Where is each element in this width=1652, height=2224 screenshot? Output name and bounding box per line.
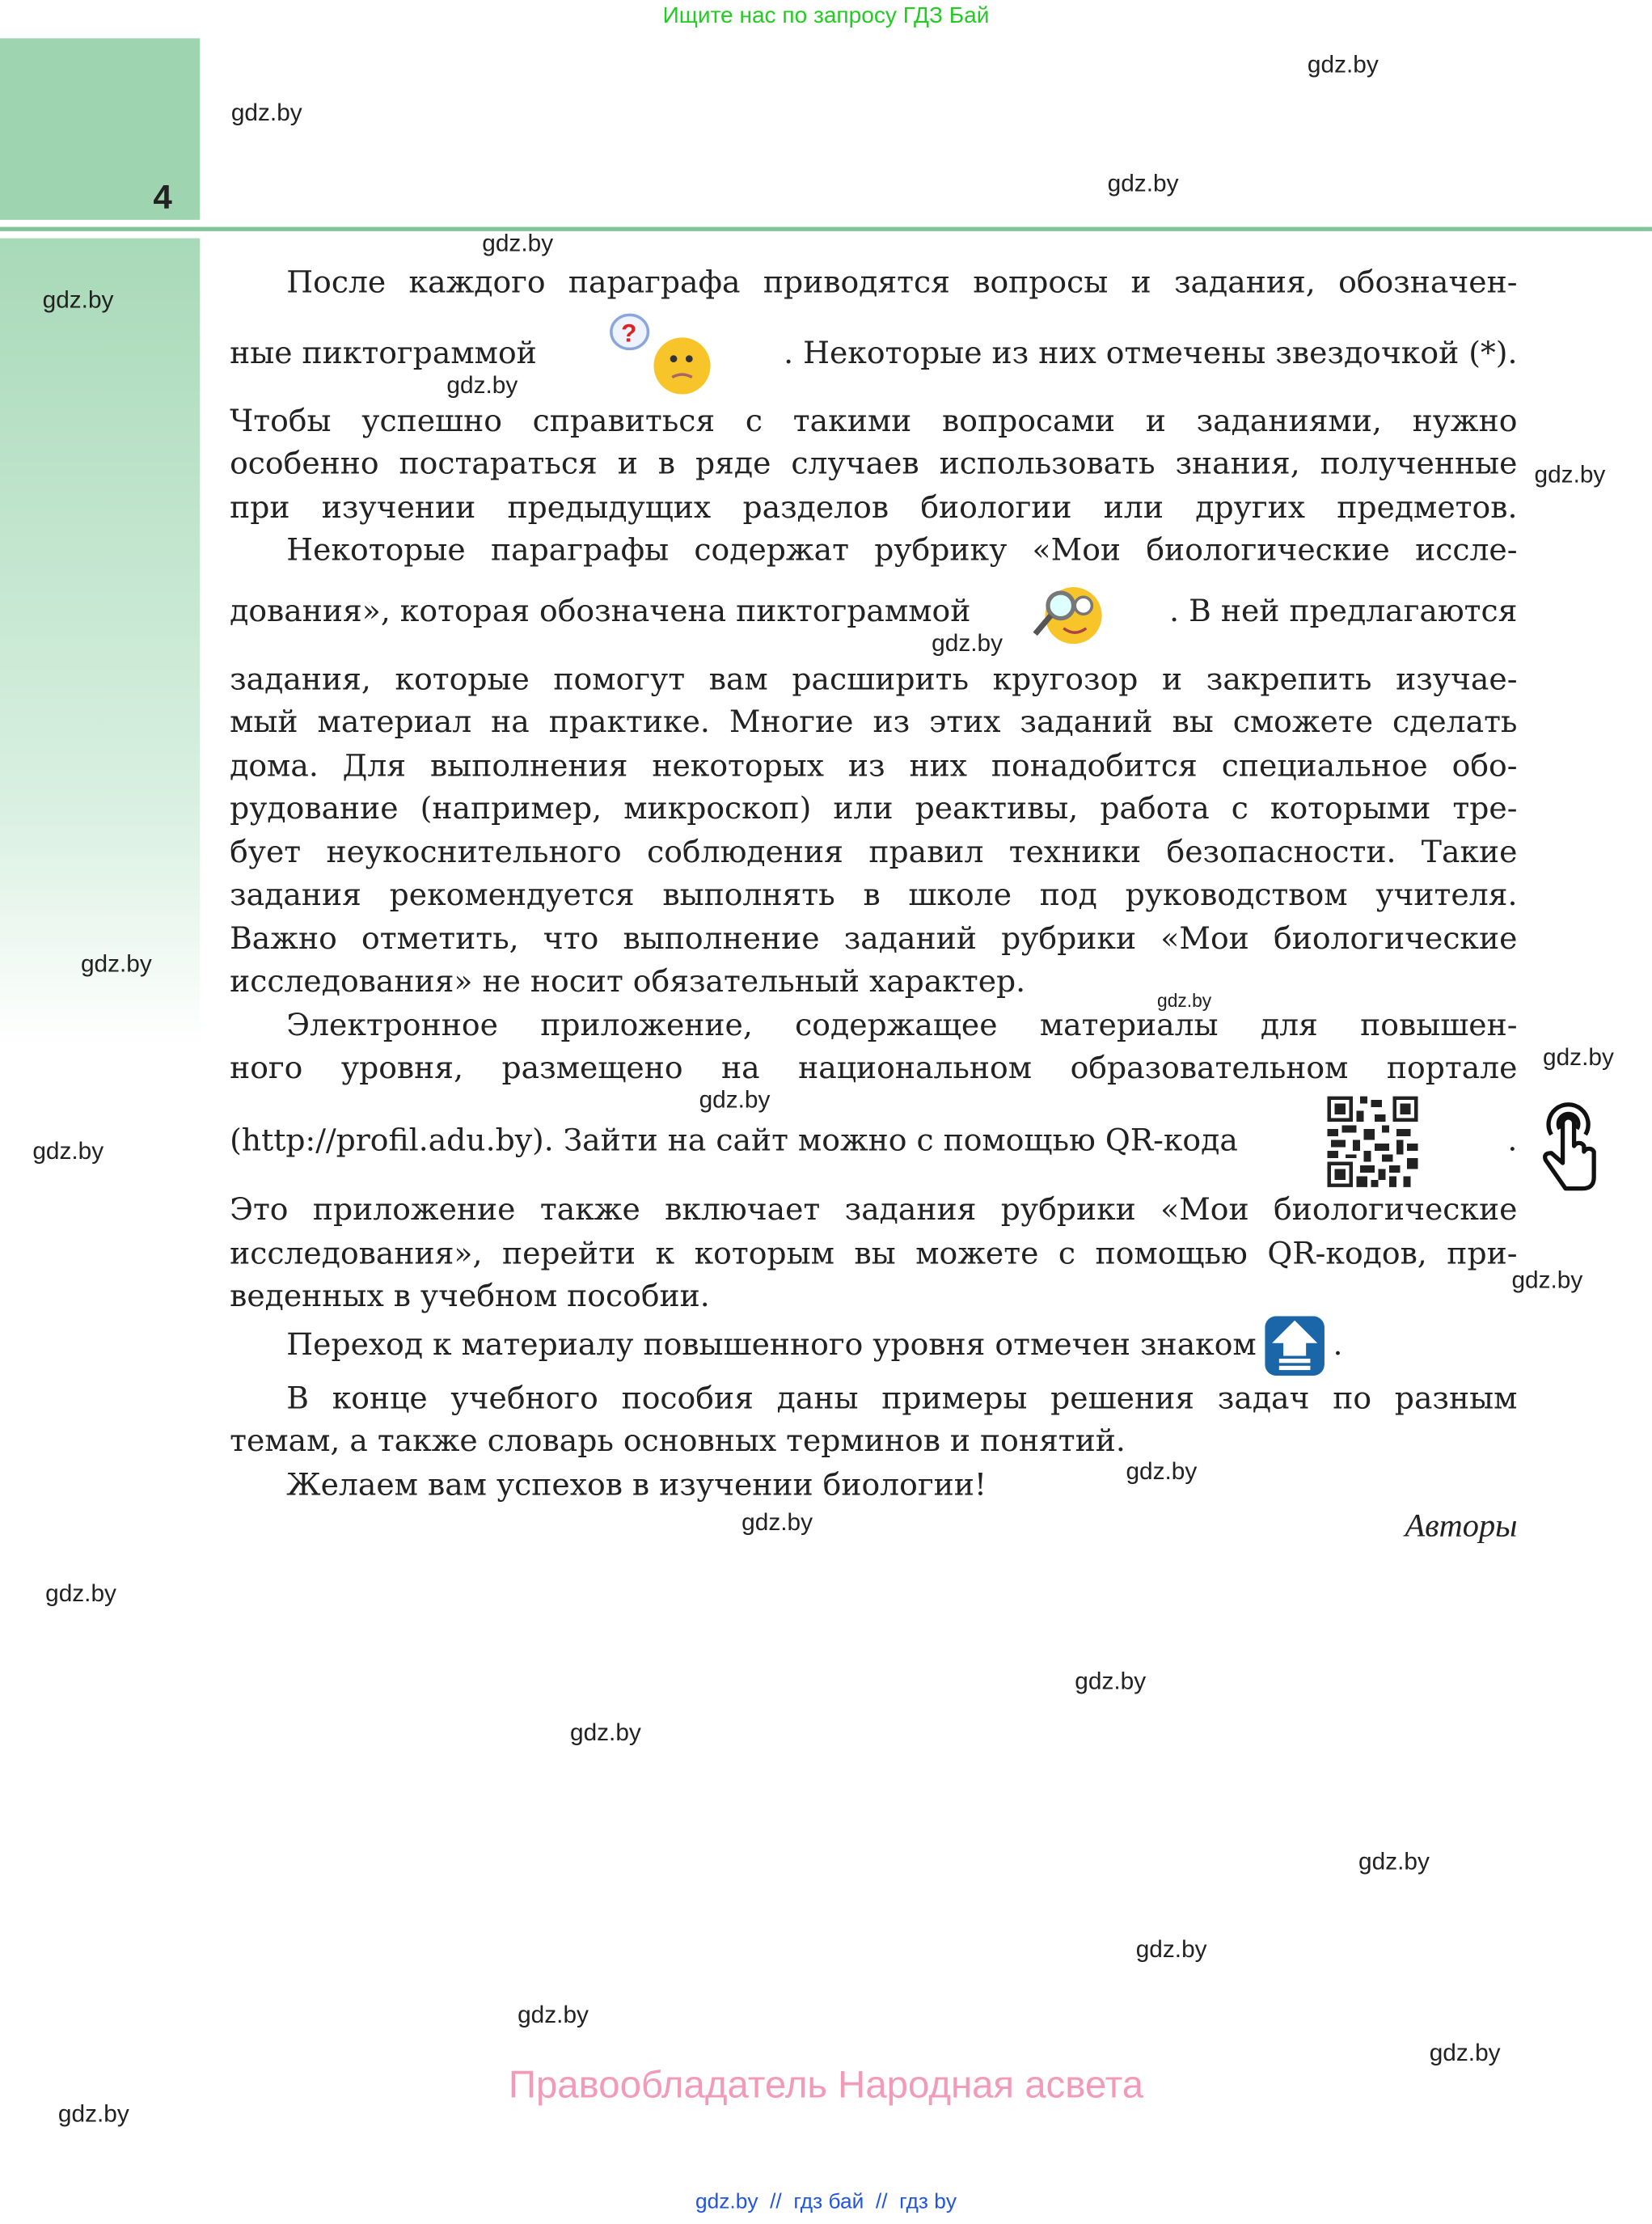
side-band	[0, 239, 200, 1047]
watermark: gdz.by	[80, 949, 152, 978]
watermark: gdz.by	[741, 1508, 813, 1537]
text-fragment: .	[1507, 1123, 1518, 1159]
watermark: gdz.by	[45, 1579, 116, 1607]
text-fragment: (http://profil.adu.by). Зайти на сайт можно с помощью QR-кода	[230, 1123, 1238, 1159]
text-line	[230, 574, 1517, 651]
text-line: особенно постараться и в ряде случаев использовать знания, полученные	[230, 446, 1518, 483]
text-line: задания рекомендуется выполнять в школе под руководством учителя.	[230, 877, 1518, 914]
text-line: задания, которые помогут вам расширить кругозор и закрепить изучае-	[230, 662, 1518, 698]
text-line: дома. Для выполнения некоторых из них понадобится специальное обо-	[230, 748, 1518, 784]
text-fragment: . Некоторые из них отмечены звездочкой (*).	[784, 336, 1518, 372]
text-line	[286, 1313, 1342, 1379]
watermark: gdz.by	[1429, 2039, 1501, 2067]
watermark: gdz.by	[42, 286, 114, 314]
copyright-notice: Правообладатель Народная асвета	[508, 2063, 1144, 2107]
authors-signature: Авторы	[1405, 1507, 1518, 1544]
watermark: gdz.by	[1157, 990, 1212, 1012]
text-line: при изучении предыдущих разделов биологии или других предметов.	[230, 490, 1518, 526]
tap-hand-icon	[1535, 1095, 1603, 1194]
watermark: gdz.by	[482, 230, 554, 257]
header-rule	[0, 227, 1652, 231]
watermark: gdz.by	[57, 2100, 129, 2128]
watermark: gdz.by	[518, 2001, 589, 2028]
watermark: gdz.by	[1107, 170, 1179, 197]
text-fragment: .	[1333, 1327, 1343, 1364]
text-line: исследования» не носит обязательный характер.	[230, 964, 1026, 1000]
watermark: gdz.by	[446, 371, 518, 399]
watermark: gdz.by	[699, 1086, 771, 1114]
watermark: gdz.by	[1511, 1266, 1583, 1294]
watermark: gdz.by	[32, 1137, 104, 1165]
watermark: gdz.by	[1358, 1848, 1430, 1875]
text-fragment: дования», которая обозначена пиктограммой	[230, 594, 971, 630]
text-line: После каждого параграфа приводятся вопросы и задания, обозначен-	[286, 264, 1518, 301]
watermark: gdz.by	[1126, 1457, 1198, 1486]
text-line: Некоторые параграфы содержат рубрику «Мои биологические иссле-	[286, 533, 1518, 569]
watermark: gdz.by	[1307, 51, 1379, 78]
text-line: бует неукоснительного соблюдения правил техники безопасности. Такие	[230, 835, 1518, 871]
watermark: gdz.by	[1075, 1668, 1147, 1695]
watermark: gdz.by	[1135, 1935, 1207, 1964]
text-fragment: ные пиктограммой	[230, 336, 537, 372]
text-line: Электронное приложение, содержащее материалы для повышен-	[286, 1008, 1518, 1044]
text-line: темам, а также словарь основных терминов и понятий.	[230, 1423, 1126, 1460]
text-line: Важно отметить, что выполнение заданий рубрики «Мои биологические	[230, 921, 1518, 958]
qr-code-icon[interactable]	[1328, 1097, 1418, 1187]
page-number: 4	[153, 178, 172, 218]
watermark: gdz.by	[569, 1719, 641, 1746]
watermark: gdz.by	[932, 629, 1003, 657]
text-line: мый материал на практике. Многие из этих заданий вы сможете сделать	[230, 704, 1518, 741]
watermark: gdz.by	[1534, 460, 1606, 488]
magnifier-smiley-icon	[1026, 577, 1114, 649]
watermark: gdz.by	[1543, 1043, 1614, 1072]
text-line: Желаем вам успехов в изучении биологии!	[286, 1468, 987, 1503]
text-line	[230, 1097, 1517, 1187]
text-line: веденных в учебном пособии.	[230, 1279, 710, 1315]
footer-links[interactable]: gdz.by // гдз бай // гдз by	[695, 2189, 957, 2214]
text-fragment: Переход к материалу повышенного уровня отмечен знаком	[286, 1327, 1257, 1364]
svg-text:?: ?	[620, 318, 636, 348]
text-line: рудование (например, микроскоп) или реактивы, работа с которыми тре-	[230, 791, 1518, 827]
text-fragment: . В ней предлагаются	[1169, 594, 1518, 630]
text-line: Чтобы успешно справиться с такими вопросами и заданиями, нужно	[230, 404, 1518, 440]
text-line: исследования», перейти к которым вы можете с помощью QR-кодов, при-	[230, 1237, 1518, 1273]
text-line: ного уровня, размещено на национальном образовательном портале	[230, 1051, 1518, 1087]
question-thinking-smiley-icon	[603, 312, 716, 397]
text-line: Это приложение также включает задания рубрики «Мои биологические	[230, 1192, 1518, 1228]
text-line: В конце учебного пособия даны примеры решения задач по разным	[286, 1381, 1518, 1417]
advanced-level-arrow-icon	[1265, 1316, 1325, 1376]
search-hint[interactable]: Ищите нас по запросу ГДЗ Бай	[662, 4, 990, 29]
watermark: gdz.by	[230, 99, 302, 127]
text-line	[230, 312, 1517, 397]
